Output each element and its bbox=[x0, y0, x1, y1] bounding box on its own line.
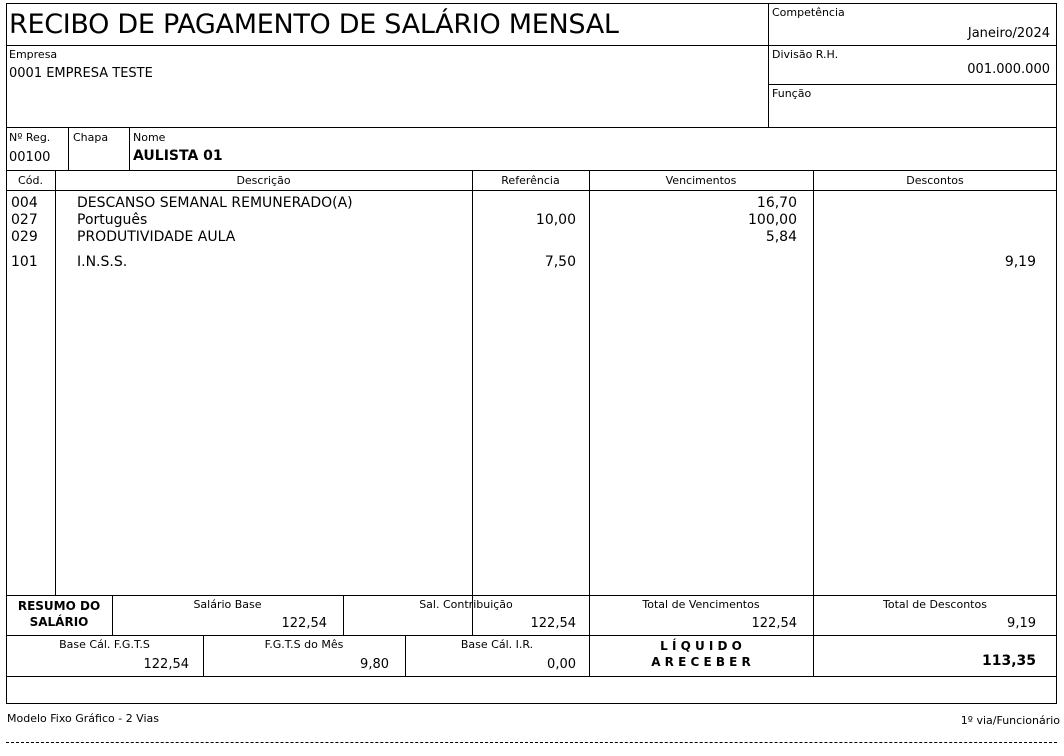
column-header-vencimentos: Vencimentos bbox=[665, 174, 737, 187]
resumo-label-line1: RESUMO DO bbox=[17, 599, 101, 613]
liquido-label-line2: A R E C E B E R bbox=[651, 655, 751, 669]
liquido-label bbox=[589, 638, 813, 670]
column-header-descricao: Descrição bbox=[236, 174, 291, 187]
row-cod: 027 bbox=[11, 212, 38, 228]
nreg-label: Nº Reg. bbox=[9, 131, 51, 144]
modelo-text: Modelo Fixo Gráfico - 2 Vias bbox=[7, 712, 159, 725]
base-ir-value: 0,00 bbox=[547, 657, 576, 672]
divider bbox=[768, 84, 1057, 85]
base-fgts-value: 122,54 bbox=[143, 657, 189, 672]
fgts-mes-label: F.G.T.S do Mês bbox=[264, 638, 344, 651]
row-ref: 7,50 bbox=[544, 254, 576, 270]
via-text: 1º via/Funcionário bbox=[960, 714, 1060, 727]
competencia-value: Janeiro/2024 bbox=[967, 26, 1050, 41]
row-cod: 029 bbox=[11, 229, 38, 245]
base-ir-label: Base Cál. I.R. bbox=[460, 638, 534, 651]
column-header-cod: Cód. bbox=[18, 174, 43, 187]
nreg-value: 00100 bbox=[9, 150, 51, 165]
competencia-label: Competência bbox=[772, 6, 845, 19]
liquido-label-line1: L Í Q U I D O bbox=[660, 639, 742, 653]
page-title: RECIBO DE PAGAMENTO DE SALÁRIO MENSAL bbox=[9, 9, 619, 40]
row-venc bbox=[589, 254, 797, 271]
row-desc: DESCANSO SEMANAL REMUNERADO(A) bbox=[77, 195, 353, 211]
sal-contribuicao-label: Sal. Contribuição bbox=[419, 598, 513, 611]
row-venc: 16,70 bbox=[756, 195, 797, 211]
divider bbox=[6, 676, 1057, 677]
resumo-label bbox=[6, 598, 112, 630]
divider bbox=[6, 45, 1057, 46]
divisao-value: 001.000.000 bbox=[967, 62, 1050, 77]
total-descontos-label: Total de Descontos bbox=[883, 598, 987, 611]
divider bbox=[6, 190, 1057, 191]
liquido-value: 113,35 bbox=[981, 653, 1036, 669]
fgts-mes-value: 9,80 bbox=[360, 657, 389, 672]
row-desconto bbox=[813, 195, 1036, 212]
funcao-label: Função bbox=[772, 87, 812, 100]
resumo-label-line2: SALÁRIO bbox=[29, 615, 89, 629]
nome-value: AULISTA 01 bbox=[133, 148, 223, 164]
chapa-label: Chapa bbox=[73, 131, 109, 144]
nome-label: Nome bbox=[133, 131, 166, 144]
divider bbox=[68, 127, 69, 170]
row-desc: Português bbox=[77, 212, 148, 228]
row-desconto bbox=[813, 229, 1036, 246]
row-ref: 10,00 bbox=[535, 212, 576, 228]
divider bbox=[55, 170, 56, 595]
row-cod: 101 bbox=[11, 254, 38, 270]
row-cod: 004 bbox=[11, 195, 38, 211]
divider bbox=[768, 3, 769, 127]
empresa-label: Empresa bbox=[9, 48, 58, 61]
divider bbox=[129, 127, 130, 170]
divider bbox=[6, 595, 1057, 596]
row-desc: I.N.S.S. bbox=[77, 254, 128, 270]
row-desconto bbox=[813, 212, 1036, 229]
total-descontos-value: 9,19 bbox=[1007, 616, 1036, 631]
divider bbox=[6, 170, 1057, 171]
row-desconto: 9,19 bbox=[1004, 254, 1036, 270]
row-venc: 100,00 bbox=[748, 212, 797, 228]
empresa-value: 0001 EMPRESA TESTE bbox=[9, 66, 153, 81]
row-desc: PRODUTIVIDADE AULA bbox=[77, 229, 236, 245]
divisao-label: Divisão R.H. bbox=[772, 48, 839, 61]
column-header-descontos: Descontos bbox=[906, 174, 964, 187]
total-vencimentos-value: 122,54 bbox=[751, 616, 797, 631]
salario-base-label: Salário Base bbox=[193, 598, 262, 611]
column-header-referencia: Referência bbox=[501, 174, 560, 187]
sal-contribuicao-value: 122,54 bbox=[530, 616, 576, 631]
row-ref bbox=[472, 195, 576, 212]
base-fgts-label: Base Cál. F.G.T.S bbox=[59, 638, 150, 651]
divider bbox=[6, 127, 1057, 128]
salario-base-value: 122,54 bbox=[281, 616, 327, 631]
total-vencimentos-label: Total de Vencimentos bbox=[642, 598, 760, 611]
row-venc: 5,84 bbox=[765, 229, 797, 245]
divider bbox=[6, 635, 1057, 636]
cut-line bbox=[6, 742, 1057, 743]
row-ref bbox=[472, 229, 576, 246]
